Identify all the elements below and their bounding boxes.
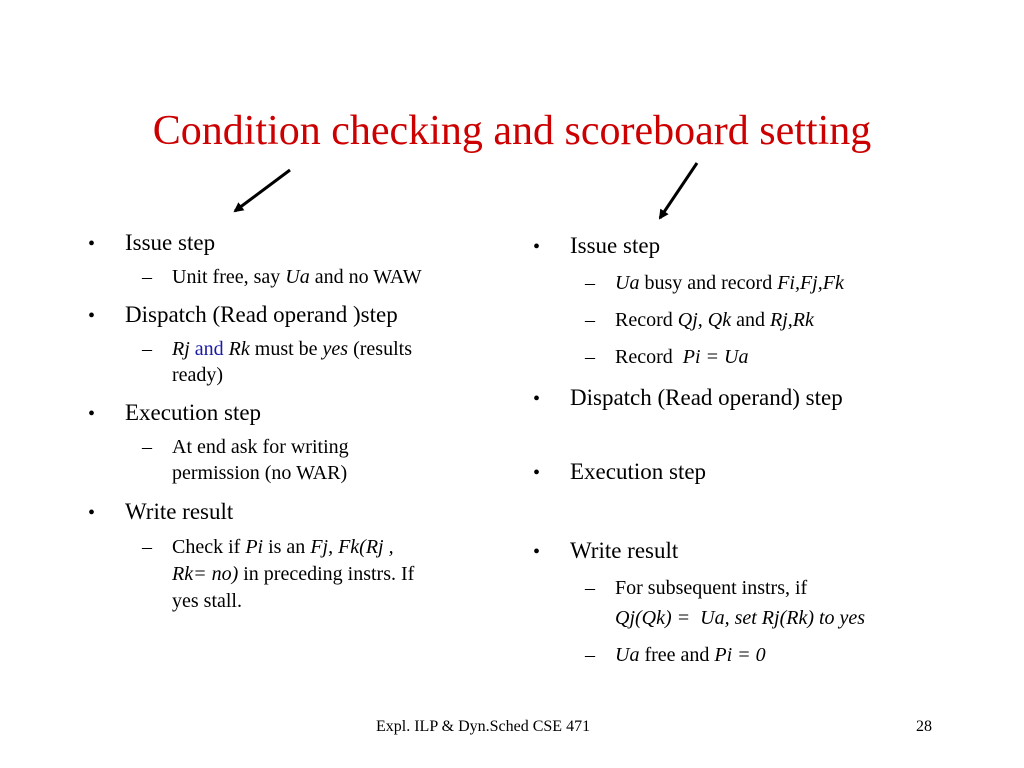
dash-icon: – (142, 266, 152, 288)
bullet-icon: • (88, 233, 96, 255)
left-issue-sub1: Unit free, say Ua and no WAW (172, 266, 422, 288)
right-write-sub1: For subsequent instrs, if (615, 577, 808, 599)
left-write-sub1-cont: Rk= no) in preceding instrs. If (172, 563, 415, 585)
dash-icon: – (142, 536, 152, 558)
left-write-step: Write result (125, 499, 234, 524)
dash-icon: – (142, 436, 152, 458)
dash-icon: – (585, 577, 595, 599)
bullet-icon: • (88, 403, 96, 425)
bullet-icon: • (533, 462, 541, 484)
footer-text: Expl. ILP & Dyn.Sched CSE 471 (376, 718, 591, 735)
bullet-icon: • (533, 541, 541, 563)
left-arrow-icon (235, 170, 290, 211)
dash-icon: – (142, 338, 152, 360)
right-execution-step: Execution step (570, 459, 707, 484)
bullet-icon: • (533, 236, 541, 258)
right-write-sub1-cont: Qj(Qk) = Ua, set Rj(Rk) to yes (615, 607, 866, 629)
dash-icon: – (585, 644, 595, 666)
left-execution-sub1: At end ask for writing (172, 436, 349, 458)
right-issue-step: Issue step (570, 233, 661, 258)
dash-icon: – (585, 272, 595, 294)
dash-icon: – (585, 346, 595, 368)
right-write-step: Write result (570, 538, 679, 563)
dash-icon: – (585, 309, 595, 331)
right-write-sub2: Ua free and Pi = 0 (615, 644, 766, 666)
right-issue-sub3: Record Pi = Ua (615, 346, 749, 368)
left-write-sub1-cont2: yes stall. (172, 590, 242, 612)
left-execution-step: Execution step (125, 400, 262, 425)
right-issue-sub2: Record Qj, Qk and Rj,Rk (615, 309, 814, 331)
left-dispatch-sub1-cont: ready) (172, 364, 224, 386)
left-dispatch-step: Dispatch (Read operand )step (125, 302, 398, 327)
right-issue-sub1: Ua busy and record Fi,Fj,Fk (615, 272, 844, 294)
left-issue-step: Issue step (125, 230, 216, 255)
bullet-icon: • (88, 502, 96, 524)
right-arrow-icon (660, 163, 697, 218)
left-dispatch-sub1: Rj and Rk must be yes (results (172, 338, 412, 360)
left-write-sub1: Check if Pi is an Fj, Fk(Rj , (172, 536, 394, 558)
right-dispatch-step: Dispatch (Read operand) step (570, 385, 843, 410)
bullet-icon: • (533, 388, 541, 410)
left-execution-sub1-cont: permission (no WAR) (172, 462, 348, 484)
bullet-icon: • (88, 305, 96, 327)
slide-title: Condition checking and scoreboard setting (152, 108, 872, 154)
page-number: 28 (916, 718, 932, 735)
